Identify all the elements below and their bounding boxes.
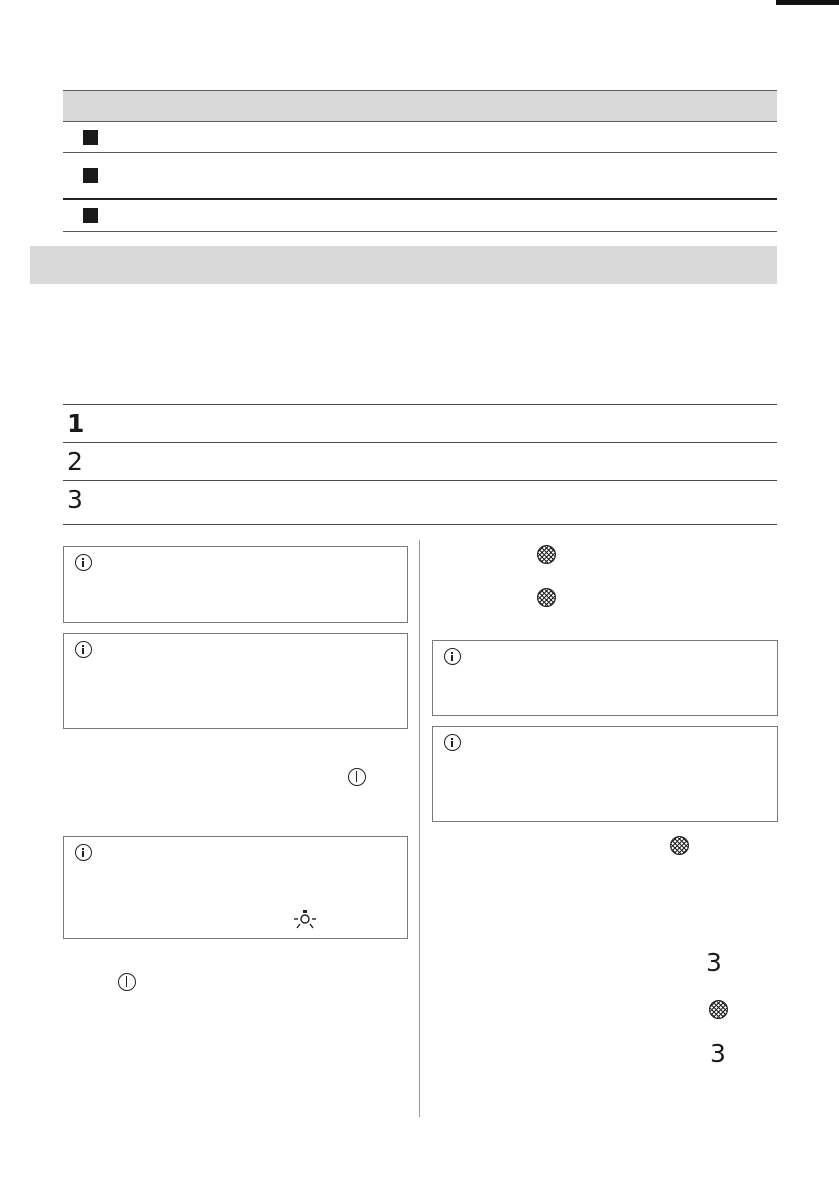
info-icon bbox=[75, 554, 92, 571]
filter-icon bbox=[670, 836, 689, 855]
table-row bbox=[63, 200, 777, 232]
square-bullet-icon bbox=[83, 208, 98, 223]
table-row bbox=[63, 122, 777, 153]
square-bullet-icon bbox=[83, 130, 98, 145]
table-row bbox=[63, 404, 777, 442]
info-icon bbox=[75, 844, 92, 861]
info-icon bbox=[444, 648, 461, 665]
filter-icon bbox=[537, 588, 556, 607]
info-icon bbox=[444, 734, 461, 751]
number-one: 1 bbox=[67, 409, 85, 438]
info-icon bbox=[75, 641, 92, 658]
table-row bbox=[63, 480, 777, 525]
info-note bbox=[432, 640, 778, 716]
filter-icon bbox=[709, 1000, 728, 1019]
numbered-table bbox=[63, 404, 777, 525]
section-heading-band bbox=[30, 246, 777, 284]
info-note bbox=[432, 726, 778, 822]
number-two: 2 bbox=[67, 447, 83, 476]
power-icon bbox=[348, 768, 366, 786]
table-row bbox=[63, 153, 777, 200]
level-three-digit: 3 bbox=[710, 1039, 726, 1068]
square-bullet-icon bbox=[83, 168, 98, 183]
filter-icon bbox=[537, 545, 556, 564]
lamp-icon bbox=[293, 910, 317, 930]
page-edge-mark bbox=[776, 0, 839, 5]
number-three: 3 bbox=[67, 485, 83, 514]
level-three-digit: 3 bbox=[706, 948, 722, 977]
top-table bbox=[63, 90, 777, 232]
info-note bbox=[63, 836, 408, 939]
info-note bbox=[63, 546, 408, 623]
power-icon bbox=[118, 973, 136, 991]
info-note bbox=[63, 633, 408, 729]
table-row bbox=[63, 442, 777, 480]
table-header bbox=[63, 90, 777, 122]
column-divider bbox=[419, 540, 420, 1117]
